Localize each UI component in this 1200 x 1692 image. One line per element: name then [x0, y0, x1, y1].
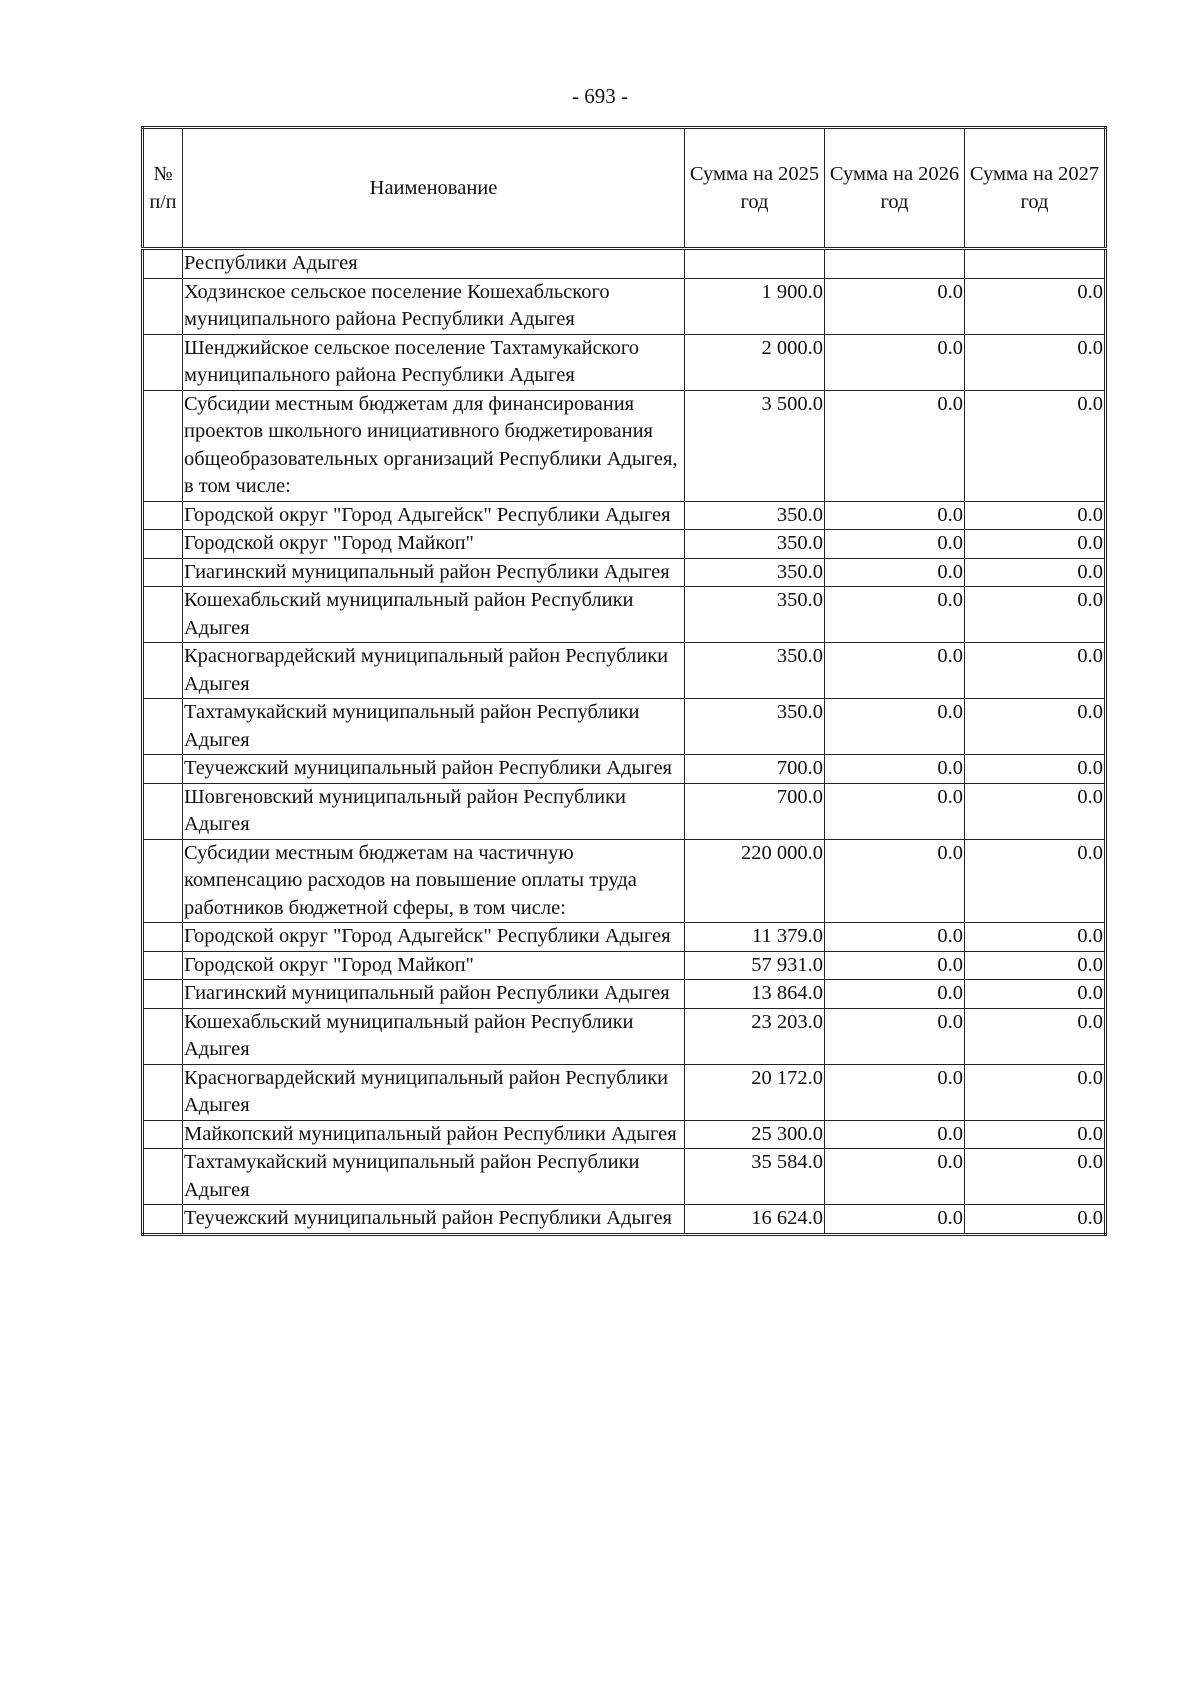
table-row — [143, 783, 1106, 839]
row-sum-2026-cell: 0.0 — [825, 1205, 965, 1235]
row-number-cell — [143, 587, 183, 643]
row-name-cell: Городской округ "Город Майкоп" — [183, 951, 685, 980]
header-sum-2025: Сумма на 2025 год — [685, 128, 825, 249]
row-sum-2027-cell: 0.0 — [965, 1064, 1106, 1120]
row-sum-2026-cell: 0.0 — [825, 390, 965, 501]
row-name-cell: Республики Адыгея — [183, 249, 685, 279]
row-sum-2027-cell: 0.0 — [965, 1149, 1106, 1205]
row-name-cell: Городской округ "Город Адыгейск" Республики Адыгея — [183, 501, 685, 530]
row-sum-2025-cell: 16 624.0 — [685, 1205, 825, 1235]
row-sum-2025-cell: 350.0 — [685, 587, 825, 643]
row-number-cell — [143, 1008, 183, 1064]
row-sum-2025-cell — [685, 249, 825, 279]
row-sum-2026-cell: 0.0 — [825, 1008, 965, 1064]
header-name: Наименование — [183, 128, 685, 249]
row-sum-2026-cell: 0.0 — [825, 839, 965, 923]
row-sum-2025-cell: 13 864.0 — [685, 980, 825, 1009]
row-number-cell — [143, 334, 183, 390]
row-name-cell: Кошехабльский муниципальный район Республики Адыгея — [183, 1008, 685, 1064]
row-number-cell — [143, 839, 183, 923]
row-name-cell: Ходзинское сельское поселение Кошехабльского муниципального района Республики Адыгея — [183, 278, 685, 334]
row-name-cell: Тахтамукайский муниципальный район Республики Адыгея — [183, 699, 685, 755]
row-sum-2026-cell: 0.0 — [825, 501, 965, 530]
row-number-cell — [143, 923, 183, 952]
row-sum-2025-cell: 350.0 — [685, 530, 825, 559]
table-row — [143, 334, 1106, 390]
row-number-cell — [143, 643, 183, 699]
row-sum-2026-cell: 0.0 — [825, 643, 965, 699]
row-sum-2026-cell: 0.0 — [825, 1149, 965, 1205]
row-name-cell: Городской округ "Город Майкоп" — [183, 530, 685, 559]
row-sum-2027-cell: 0.0 — [965, 278, 1106, 334]
row-sum-2025-cell: 220 000.0 — [685, 839, 825, 923]
row-sum-2025-cell: 35 584.0 — [685, 1149, 825, 1205]
row-sum-2027-cell: 0.0 — [965, 390, 1106, 501]
row-name-cell: Кошехабльский муниципальный район Республики Адыгея — [183, 587, 685, 643]
budget-table — [141, 126, 1107, 1236]
row-number-cell — [143, 1064, 183, 1120]
row-name-cell: Теучежский муниципальный район Республики Адыгея — [183, 1205, 685, 1235]
row-sum-2025-cell: 350.0 — [685, 501, 825, 530]
table-row — [143, 923, 1106, 952]
row-number-cell — [143, 278, 183, 334]
row-sum-2027-cell: 0.0 — [965, 951, 1106, 980]
table-body — [143, 249, 1106, 1235]
row-sum-2025-cell: 700.0 — [685, 783, 825, 839]
table-row — [143, 1205, 1106, 1235]
row-sum-2025-cell: 11 379.0 — [685, 923, 825, 952]
table-row — [143, 1008, 1106, 1064]
table-row — [143, 587, 1106, 643]
row-sum-2026-cell: 0.0 — [825, 755, 965, 784]
row-sum-2026-cell: 0.0 — [825, 530, 965, 559]
row-name-cell: Городской округ "Город Адыгейск" Республики Адыгея — [183, 923, 685, 952]
row-number-cell — [143, 951, 183, 980]
row-name-cell: Субсидии местным бюджетам на частичную компенсацию расходов на повышение оплаты труда работников бюджетной сферы, в том числе: — [183, 839, 685, 923]
row-sum-2027-cell: 0.0 — [965, 839, 1106, 923]
row-number-cell — [143, 1205, 183, 1235]
row-sum-2027-cell: 0.0 — [965, 530, 1106, 559]
row-sum-2026-cell: 0.0 — [825, 1120, 965, 1149]
table-row — [143, 1064, 1106, 1120]
row-sum-2026-cell: 0.0 — [825, 558, 965, 587]
table-row — [143, 278, 1106, 334]
header-number: № п/п — [143, 128, 183, 249]
row-sum-2027-cell: 0.0 — [965, 755, 1106, 784]
row-sum-2027-cell: 0.0 — [965, 1008, 1106, 1064]
row-name-cell: Красногвардейский муниципальный район Республики Адыгея — [183, 1064, 685, 1120]
row-number-cell — [143, 530, 183, 559]
row-sum-2027-cell — [965, 249, 1106, 279]
row-sum-2025-cell: 350.0 — [685, 699, 825, 755]
row-sum-2025-cell: 350.0 — [685, 643, 825, 699]
row-sum-2025-cell: 23 203.0 — [685, 1008, 825, 1064]
row-sum-2026-cell: 0.0 — [825, 587, 965, 643]
table-row — [143, 951, 1106, 980]
row-number-cell — [143, 558, 183, 587]
row-name-cell: Гиагинский муниципальный район Республики Адыгея — [183, 558, 685, 587]
row-sum-2026-cell: 0.0 — [825, 334, 965, 390]
row-number-cell — [143, 783, 183, 839]
row-sum-2025-cell: 2 000.0 — [685, 334, 825, 390]
row-name-cell: Субсидии местным бюджетам для финансирования проектов школьного инициативного бюджетирования общеобразовательных организаций Республики Адыгея, в том числе: — [183, 390, 685, 501]
row-name-cell: Теучежский муниципальный район Республики Адыгея — [183, 755, 685, 784]
row-name-cell: Красногвардейский муниципальный район Республики Адыгея — [183, 643, 685, 699]
table-row — [143, 530, 1106, 559]
row-number-cell — [143, 755, 183, 784]
row-sum-2025-cell: 1 900.0 — [685, 278, 825, 334]
row-sum-2027-cell: 0.0 — [965, 1120, 1106, 1149]
row-sum-2025-cell: 700.0 — [685, 755, 825, 784]
row-sum-2027-cell: 0.0 — [965, 980, 1106, 1009]
page-number: - 693 - — [572, 84, 628, 108]
row-number-cell — [143, 249, 183, 279]
row-sum-2026-cell: 0.0 — [825, 1064, 965, 1120]
row-number-cell — [143, 390, 183, 501]
row-name-cell: Шовгеновский муниципальный район Республики Адыгея — [183, 783, 685, 839]
row-sum-2026-cell: 0.0 — [825, 951, 965, 980]
row-sum-2025-cell: 3 500.0 — [685, 390, 825, 501]
row-name-cell: Шенджийское сельское поселение Тахтамукайского муниципального района Республики Адыгея — [183, 334, 685, 390]
row-sum-2025-cell: 350.0 — [685, 558, 825, 587]
table-row — [143, 1120, 1106, 1149]
row-sum-2027-cell: 0.0 — [965, 923, 1106, 952]
row-name-cell: Гиагинский муниципальный район Республики Адыгея — [183, 980, 685, 1009]
row-name-cell: Тахтамукайский муниципальный район Республики Адыгея — [183, 1149, 685, 1205]
row-sum-2027-cell: 0.0 — [965, 587, 1106, 643]
table-row — [143, 390, 1106, 501]
row-sum-2027-cell: 0.0 — [965, 643, 1106, 699]
table-row — [143, 699, 1106, 755]
table-row — [143, 839, 1106, 923]
row-sum-2027-cell: 0.0 — [965, 334, 1106, 390]
row-sum-2026-cell: 0.0 — [825, 980, 965, 1009]
row-sum-2026-cell: 0.0 — [825, 923, 965, 952]
row-number-cell — [143, 501, 183, 530]
row-number-cell — [143, 980, 183, 1009]
row-sum-2027-cell: 0.0 — [965, 783, 1106, 839]
row-sum-2026-cell — [825, 249, 965, 279]
header-sum-2027: Сумма на 2027 год — [965, 128, 1106, 249]
table-row — [143, 643, 1106, 699]
table-row — [143, 980, 1106, 1009]
table-row — [143, 249, 1106, 279]
table-row — [143, 558, 1106, 587]
table-row — [143, 755, 1106, 784]
table-row — [143, 1149, 1106, 1205]
row-sum-2027-cell: 0.0 — [965, 558, 1106, 587]
row-sum-2025-cell: 25 300.0 — [685, 1120, 825, 1149]
row-sum-2025-cell: 57 931.0 — [685, 951, 825, 980]
row-number-cell — [143, 1149, 183, 1205]
row-sum-2026-cell: 0.0 — [825, 783, 965, 839]
row-sum-2026-cell: 0.0 — [825, 278, 965, 334]
row-sum-2026-cell: 0.0 — [825, 699, 965, 755]
row-name-cell: Майкопский муниципальный район Республики Адыгея — [183, 1120, 685, 1149]
row-number-cell — [143, 699, 183, 755]
table-row — [143, 501, 1106, 530]
row-sum-2027-cell: 0.0 — [965, 1205, 1106, 1235]
row-number-cell — [143, 1120, 183, 1149]
row-sum-2025-cell: 20 172.0 — [685, 1064, 825, 1120]
row-sum-2027-cell: 0.0 — [965, 699, 1106, 755]
table-header-row — [143, 128, 1106, 249]
row-sum-2027-cell: 0.0 — [965, 501, 1106, 530]
header-sum-2026: Сумма на 2026 год — [825, 128, 965, 249]
